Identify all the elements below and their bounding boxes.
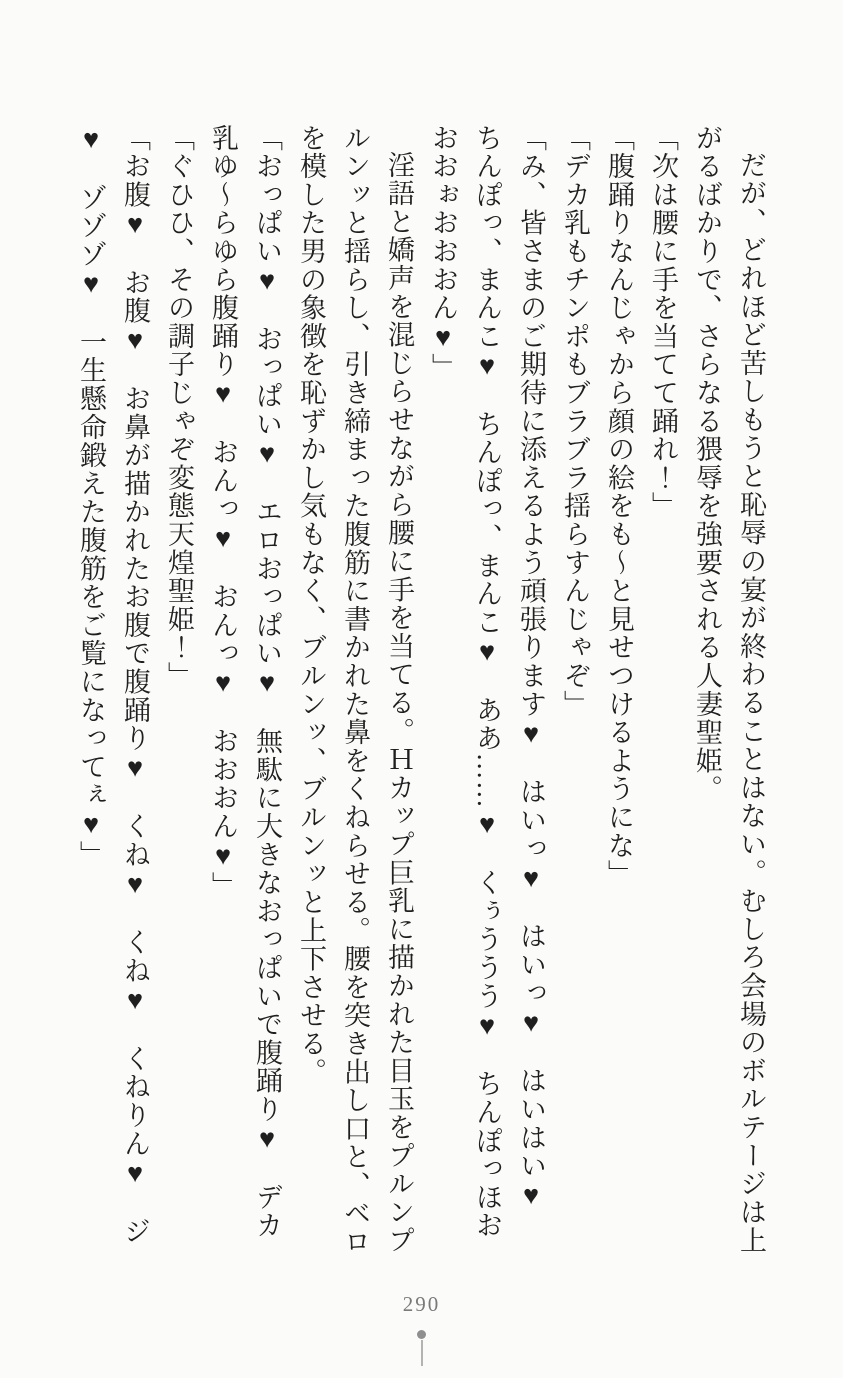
- paragraph: 「ぐひひ、その調子じゃぞ変態天煌聖姫！」: [164, 124, 194, 690]
- paragraph: 「腹踊りなんじゃから顔の絵をも～と見せつけるようにな」: [604, 124, 634, 889]
- paragraph: 「次は腰に手を当てて踊れ！」: [648, 124, 678, 521]
- paragraph: 淫語と嬌声を混じらせながら腰に手を当てる。Ｈカップ巨乳に描かれた目玉をプルンプルンッと揺らし、引き締まった腹筋に書かれた鼻をくねらせる。腰を突き出し口と、ベロを模した男の象徴を恥ずかし気もなく、ブルンッ、ブルンッと上下させる。: [296, 124, 414, 1256]
- paragraph: 「み、皆さまのご期待に添えるよう頑張ります♥ はいっ♥ はいっ♥ はいはい♥ ちんぽっ、まんこ♥ ちんぽっ、まんこ♥ ああ……♥ くぅううう♥ ちんぽっほおおおぉおおおん♥」: [428, 124, 546, 1240]
- paragraph: だが、どれほど苦しもうと恥辱の宴が終わることはない。むしろ会場のボルテージは上がるばかりで、さらなる猥辱を強要される人妻聖姫。: [692, 124, 766, 1255]
- ornament-circle: [417, 1330, 426, 1339]
- paragraph: 「お腹♥ お腹♥ お鼻が描かれたお腹で腹踊り♥ くね♥ くね♥ くねりん♥ ジ♥ ゾゾゾ♥ 一生懸命鍛えた腹筋をご覧になってぇ♥」: [76, 124, 150, 1246]
- page-number: 290: [402, 1292, 441, 1316]
- page-ornament-pin-icon: [417, 1330, 427, 1366]
- vertical-text-area: [61, 124, 773, 1256]
- paragraph: 「デカ乳もチンポもブラブラ揺らすんじゃぞ」: [560, 124, 590, 719]
- page-footer: [0, 1292, 843, 1317]
- paragraph: 「おっぱい♥ おっぱい♥ エロおっぱい♥ 無駄に大きなおっぱいで腹踊り♥ デカ乳ゆ～らゆら腹踊り♥ おんっ♥ おんっ♥ おおおん♥」: [208, 124, 282, 1240]
- ornament-stem: [421, 1340, 423, 1366]
